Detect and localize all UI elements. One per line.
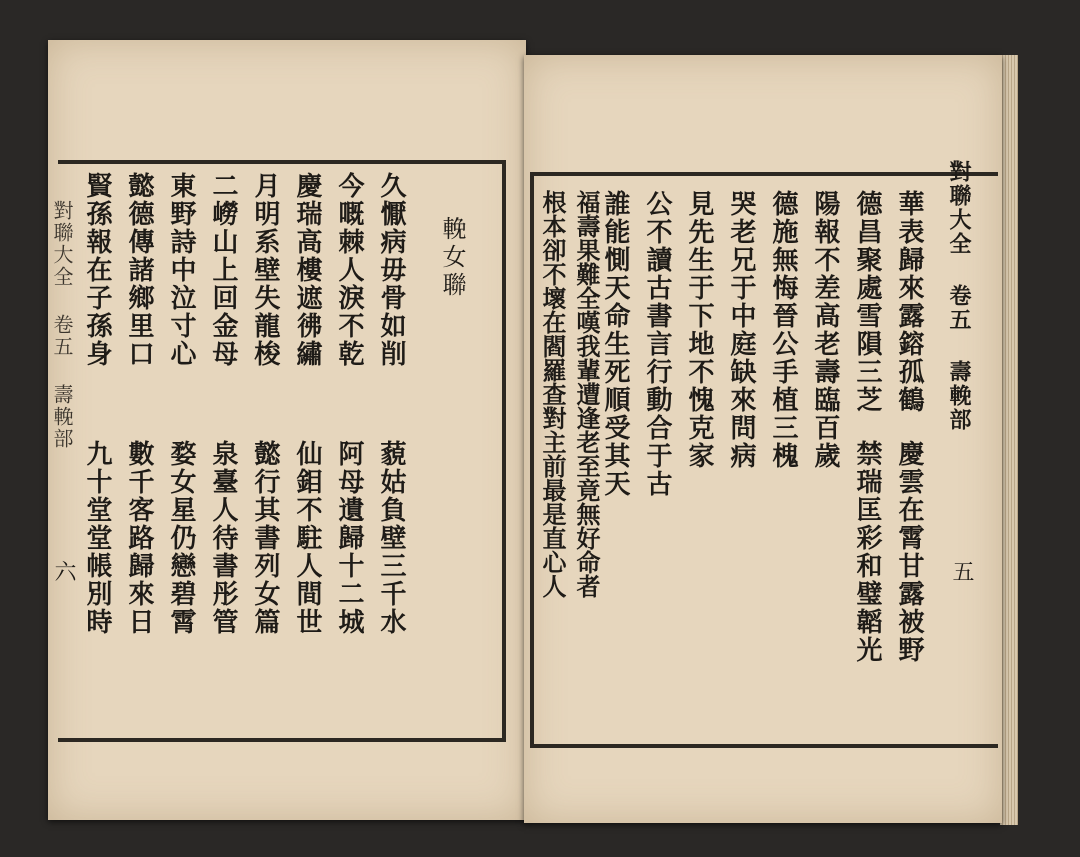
page-edges bbox=[1000, 55, 1018, 825]
right-column: 見先生于下地不愧克家 bbox=[684, 190, 714, 470]
couplet-upper: 月明系壁失龍梭 bbox=[250, 172, 280, 368]
left-margin-text: 對聯大全 卷五 壽輓部 bbox=[50, 200, 74, 450]
right-column-credit: 慶雲在霄甘露被野 bbox=[894, 440, 924, 664]
right-column: 華表歸來露鎔孤鶴 bbox=[894, 190, 924, 414]
couplet-upper: 懿德傳諸鄉里口 bbox=[124, 172, 154, 368]
right-page-header: 對聯大全 卷五 壽輓部 bbox=[946, 160, 972, 432]
couplet-lower: 懿行其書列女篇 bbox=[250, 440, 280, 636]
right-page-number: 五 bbox=[949, 560, 974, 584]
right-column: 德施無悔晉公手植三槐 bbox=[768, 190, 798, 470]
left-page-title: 輓女聯 bbox=[438, 216, 466, 300]
couplet-lower: 藐姑負壁三千水 bbox=[376, 440, 406, 636]
couplet-upper: 今嘅棘人淚不乾 bbox=[334, 172, 364, 368]
right-column: 公不讀古書言行動合于古 bbox=[642, 190, 672, 498]
couplet-upper: 二嶗山上回金母 bbox=[208, 172, 238, 368]
couplet-lower: 阿母遺歸十二城 bbox=[334, 440, 364, 636]
right-column-credit: 禁瑞匡彩和璧韜光 bbox=[852, 440, 882, 664]
couplet-upper: 賢孫報在子孫身 bbox=[82, 172, 112, 368]
left-page-number: 六 bbox=[51, 560, 76, 584]
couplet-lower: 泉臺人待書彤管 bbox=[208, 440, 238, 636]
couplet-lower: 婺女星仍戀碧霄 bbox=[166, 440, 196, 636]
couplet-upper: 久懨病毋骨如削 bbox=[376, 172, 406, 368]
right-column: 誰能惻天命生死順受其天 bbox=[600, 190, 630, 498]
right-column: 哭老兄于中庭缺來問病 bbox=[726, 190, 756, 470]
right-column: 福壽果難全嘆我輩遭逢老至竟無好命者 bbox=[572, 190, 601, 598]
couplet-upper: 慶瑞高樓遮彿繡 bbox=[292, 172, 322, 368]
right-column: 根本卻不壞在閻羅查對主前最是直心人 bbox=[538, 190, 567, 598]
couplet-lower: 數千客路歸來日 bbox=[124, 440, 154, 636]
right-column: 德昌聚處雪隕三芝 bbox=[852, 190, 882, 414]
couplet-upper: 東野詩中泣寸心 bbox=[166, 172, 196, 368]
couplet-lower: 九十堂堂帳別時 bbox=[82, 440, 112, 636]
right-column: 陽報不差高老壽臨百歲 bbox=[810, 190, 840, 470]
couplet-lower: 仙鉬不駐人間世 bbox=[292, 440, 322, 636]
